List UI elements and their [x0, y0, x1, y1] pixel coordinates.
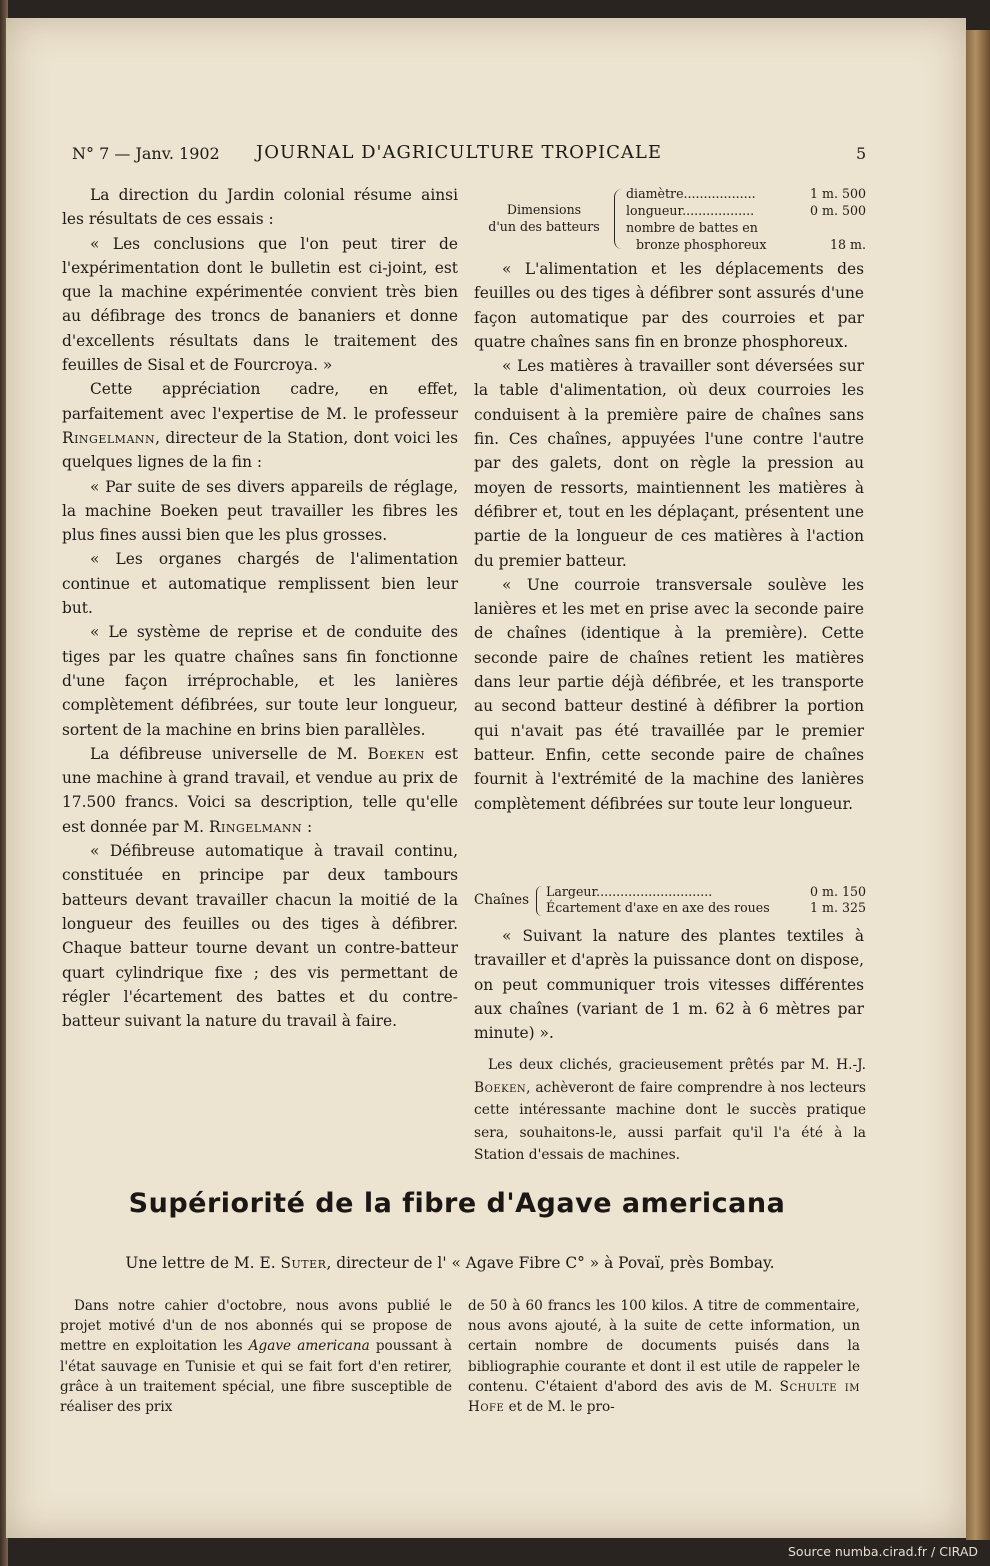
row-value: 0 m. 150 [809, 884, 866, 899]
person-name: Ringelmann [208, 817, 303, 836]
paragraph: « L'alimentation et les déplacements des feuilles ou des tiges à défibrer sont assurés d'une façon automatique par des courroies et par quatre chaînes sans fin en bronze phosphoreux. [474, 260, 864, 351]
right-column [474, 257, 864, 816]
text-span: , directeur de la Station, dont voici les quelques lignes de la fin : [62, 428, 458, 472]
row-value: 1 m. 500 [809, 186, 866, 201]
paragraph: « Défibreuse automatique à travail continu, constituée en principe par deux tambours batteurs devant travailler chacun la moitié de la longueur des feuilles ou des tiges à défibrer. Chaque batteur tourne devant un contre-batteur quart cylindrique fixe ; des vis permettant de régler l'écartement des battes et du contre-batteur suivant la nature du travail à faire. [62, 842, 458, 1031]
text-span: Dans notre cahier d'octobre, nous avons publié le projet motivé d'un de nos abonnés qui se propose de mettre en exploitation les [60, 1298, 452, 1355]
brace [614, 189, 623, 249]
section-subtitle [60, 1254, 840, 1272]
paragraph: « Les conclusions que l'on peut tirer de l'expérimentation dont le bulletin est ci-joint, est que la machine expérimentée convient très bien au défibrage des troncs de bananiers et donne d'excellents résultats dans le traitement des feuilles de Sisal et de Fourcroya. » [62, 234, 458, 375]
species-name: Agave americana [248, 1338, 370, 1355]
batteur-dimensions-table [474, 185, 866, 253]
chains-table [474, 884, 866, 920]
book-page-edge [966, 30, 990, 1540]
table-label: Chaînes [474, 892, 530, 908]
person-name: Schulte im Hofe [468, 1378, 860, 1416]
closing-note [474, 1054, 866, 1167]
paragraph: La direction du Jardin colonial résume ainsi les résultats de ces essais : [62, 186, 458, 229]
label-line: d'un des batteurs [488, 219, 600, 234]
right-column-continued [474, 924, 864, 1045]
label-line: Dimensions [506, 202, 582, 217]
row-value: 0 m. 500 [809, 203, 866, 218]
paragraph: « Le système de reprise et de conduite des tiges par les quatre chaînes sans fin fonctionne d'une façon irréprochable, et les lanières complètement défibrées, sur toute leur longueur, sortent de la machine en brins bien parallèles. [62, 623, 458, 739]
paragraph: « Par suite de ses divers appareils de réglage, la machine Boeken peut travailler les fibres les plus fines aussi bien que les plus grosses. [62, 477, 458, 545]
table-rows [546, 884, 866, 916]
issue-date: N° 7 — Janv. 1902 [72, 144, 220, 163]
table-row [546, 884, 866, 900]
table-row [626, 219, 866, 236]
text-span: est une machine à grand travail, et vendue au prix de 17.500 francs. Voici sa description, telle qu'elle est donnée par M. [62, 744, 458, 836]
text-span: Les deux clichés, gracieusement prêtés par M. H.-J. [488, 1057, 866, 1073]
text-span: La défibreuse universelle de M. [90, 744, 368, 763]
table-label [474, 201, 614, 235]
journal-title: JOURNAL D'AGRICULTURE TROPICALE [256, 142, 662, 163]
paragraph [474, 1054, 866, 1167]
paragraph: « Suivant la nature des plantes textiles à travailler et d'après la puissance dont on dispose, on peut communiquer trois vitesses différentes aux chaînes (variant de 1 m. 62 à 6 mètres par minute) ». [474, 927, 864, 1043]
person-name: Suter [280, 1254, 327, 1272]
section-title: Supériorité de la fibre d'Agave americana [128, 1188, 786, 1219]
table-row [626, 202, 866, 219]
row-name: bronze phosphoreux [636, 237, 767, 252]
table-row [546, 900, 866, 916]
text-span: , achèveront de faire comprendre à nos lecteurs cette intéressante machine dont le succès pratique sera, souhaitons-le, aussi parfait qu'il l'a été à la Station d'essais de machines. [474, 1079, 866, 1163]
text-span: , directeur de l' « Agave Fibre C° » à Povaï, près Bombay. [326, 1254, 775, 1272]
row-name: nombre de battes en [626, 220, 758, 235]
paragraph: « Une courroie transversale soulève les lanières et les met en prise avec la seconde paire de chaînes (identique à la première). Cette seconde paire de chaînes retient les matières dans leur partie déjà défibrée, et les transporte au second batteur destiné à défibrer la portion qui n'avait pas été travaillée par le premier batteur. Enfin, cette seconde paire de chaînes fournit à l'extrémité de la machine des lanières complètement défibrées sur toute leur longueur. [474, 575, 864, 813]
row-name: Largeur............................. [546, 884, 713, 899]
person-name: Ringelmann [62, 428, 156, 447]
text-span: : [302, 817, 313, 836]
paragraph [468, 1296, 860, 1417]
row-value: 1 m. 325 [809, 900, 866, 915]
row-name: diamètre.................. [626, 186, 756, 201]
paragraph [62, 742, 458, 839]
table-rows [626, 185, 866, 253]
table-row [626, 185, 866, 202]
row-name: longueur.................. [626, 203, 755, 218]
paragraph [62, 377, 458, 474]
table-row [626, 236, 866, 253]
paragraph: « Les organes chargés de l'alimentation continue et automatique remplissent bien leur but. [62, 550, 458, 618]
text-span: Cette appréciation cadre, en effet, parfaitement avec l'expertise de M. le professeur [62, 380, 458, 423]
text-span: de 50 à 60 francs les 100 kilos. A titre de commentaire, nous avons ajouté, à la suite de cette information, un certain nombre de documents puisés dans la bibliographie courante et dont il est utile de rappeler le contenu. C'étaient d'abord des avis de M. [468, 1298, 860, 1395]
left-column [62, 183, 458, 1033]
text-span: et de M. le pro- [504, 1399, 615, 1416]
row-name: Écartement d'axe en axe des roues [546, 900, 770, 915]
paragraph: « Les matières à travailler sont déversées sur la table d'alimentation, où deux courroies les conduisent à la première paire de chaînes sans fin. Ces chaînes, appuyées l'une contre l'autre par des galets, dont on règle la pression au moyen de ressorts, maintiennent les matières à défibrer et, tout en les déplaçant, présentent une partie de la longueur de ces matières à l'action du premier batteur. [474, 357, 864, 570]
source-credit: Source numba.cirad.fr / CIRAD [787, 1544, 978, 1559]
brace [536, 886, 543, 916]
article-left-column [60, 1296, 452, 1417]
row-value: 18 m. [830, 237, 866, 252]
paragraph [60, 1296, 452, 1417]
page-number: 5 [856, 144, 867, 163]
text-span: poussant à l'état sauvage en Tunisie et qui se fait fort d'en retirer, grâce à un traitement spécial, une fibre susceptible de réaliser des prix [60, 1338, 452, 1416]
person-name: Boeken [367, 744, 425, 763]
person-name: Boeken [474, 1079, 527, 1096]
text-span: Une lettre de M. E. [125, 1254, 281, 1272]
running-header [72, 140, 872, 170]
article-right-column [468, 1296, 860, 1417]
